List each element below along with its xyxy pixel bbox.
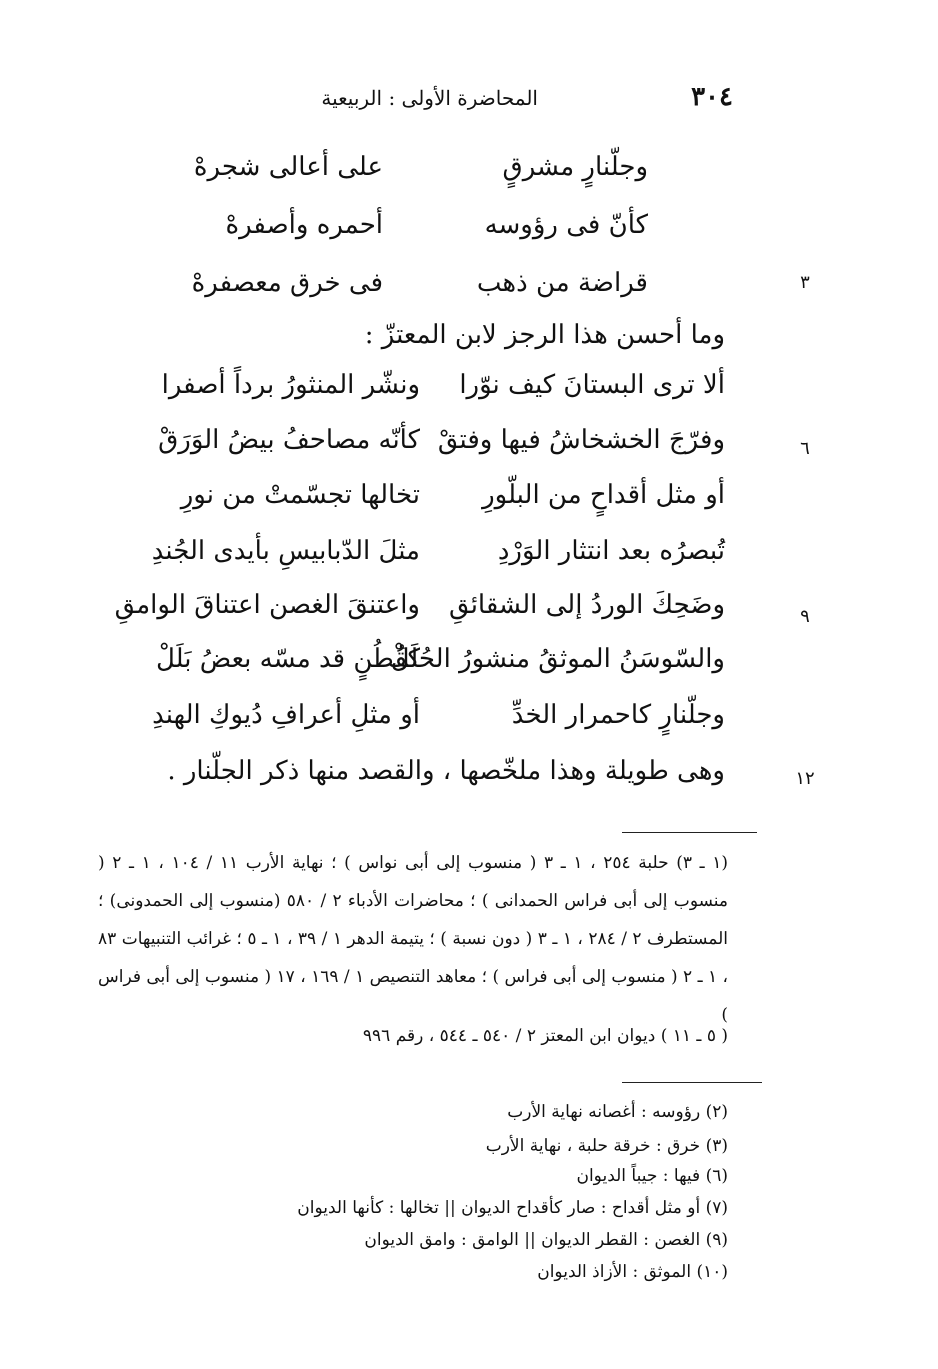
verse-first-hemistich: والسّوسَنُ الموثقُ منشورُ الحُلَلْ [390,644,725,674]
verse-second-hemistich: مثلَ الدّبابيسِ بأيدى الجُندِ [151,536,420,566]
verse-first-hemistich: أو مثل أقداحٍ من البلّورِ [482,480,725,510]
closing-line: وهى طويلة وهذا ملخّصها ، والقصد منها ذكر الجلّنار . [167,756,725,786]
verse-second-hemistich: تخالها تجسّمتْ من نورِ [180,480,420,510]
line-number: ١٢ [795,768,815,789]
verse-second-hemistich: أو مثلِ أعرافِ دُيوكِ الهندِ [152,700,420,730]
line-number: ٦ [800,438,810,459]
variant-note: (١٠) الموثق : الأزاذ الديوان [537,1262,728,1282]
variant-note: (٣) خرق : خرقة حلبة ، نهاية الأرب [485,1136,728,1156]
page-number: ٣٠٤ [691,82,733,112]
source-note: ( ٥ ـ ١١ ) ديوان ابن المعتز ٢ / ٥٤٠ ـ ٥٤٤ ، رقم ٩٩٦ [362,1026,728,1046]
verse-first-hemistich: وفرّجَ الخشخاشُ فيها وفتقْ [437,425,725,455]
line-number: ٣ [800,272,810,293]
verse-first-hemistich: قراضة من ذهب [476,268,648,298]
verse-second-hemistich: فى خرق معصفرهْ [191,268,383,298]
verse-first-hemistich: وضَحِكَ الوردُ إلى الشقائقِ [449,590,725,620]
variant-note: (٢) رؤوسه : أغصانه نهاية الأرب [507,1102,728,1122]
footnote-rule [622,832,757,833]
verse-first-hemistich: وجلّنارٍ كاحمرار الخدِّ [511,700,725,730]
verse-first-hemistich: تُبصرُه بعد انتثار الوَرْدِ [497,536,725,566]
running-title: المحاضرة الأولى : الربيعية [321,86,538,110]
verse-second-hemistich: واعتنقَ الغصن اعتناقَ الوامقِ [114,590,420,620]
source-note: (١ ـ ٣) حلبة ٢٥٤ ، ١ ـ ٣ ( منسوب إلى أبى نواس ) ؛ نهاية الأرب ١١ / ١٠٤ ، ١ ـ ٢ ( منسوب إلى أبى فراس الحمدانى ) ؛ محاضرات الأدباء ٢ / ٥٨٠ (منسوب إلى الحمدونى) ؛ المستطرف ٢ / ٢٨٤ ، ١ ـ ٣ ( دون نسبة ) ؛ يتيمة الدهر ١ / ٣٩ ، ١ ـ ٥ ؛ غرائب التنبيهات ٨٣ ، ١ ـ ٢ ( منسوب إلى أبى فراس ) ؛ معاهد التنصيص ١ / ١٦٩ ، ١٧ ( منسوب إلى أبى فراس ) [98,853,729,1025]
verse-first-hemistich: كأنّ فى رؤوسه [484,210,648,240]
verse-second-hemistich: أحمره وأصفرهْ [225,210,383,240]
verse-second-hemistich: كقُطُنٍ قد مسّه بعضُ بَلَلْ [155,644,420,674]
variant-note: (٩) الغصن : القطر الديوان || الوامق : وامق الديوان [364,1230,728,1250]
line-number: ٩ [800,606,810,627]
verse-second-hemistich: على أعالى شجرهْ [193,152,383,182]
variant-note: (٧) أو مثل أقداح : صار كأقداح الديوان || تخالها : كأنها الديوان [297,1198,728,1218]
variant-note: (٦) فيها : جيباً الديوان [576,1166,728,1186]
verse-first-hemistich: ألا ترى البستانَ كيف نوّرا [459,370,725,400]
footnote-rule [622,1082,762,1083]
verse-second-hemistich: كأنّه مصاحفُ بيضُ الوَرَقْ [158,425,420,455]
verse-second-hemistich: ونشّر المنثورُ برداً أصفرا [161,370,420,400]
verse-first-hemistich: وجلّنارٍ مشرقٍ [502,152,648,182]
intro-line: وما أحسن هذا الرجز لابن المعتزّ : [364,320,725,350]
